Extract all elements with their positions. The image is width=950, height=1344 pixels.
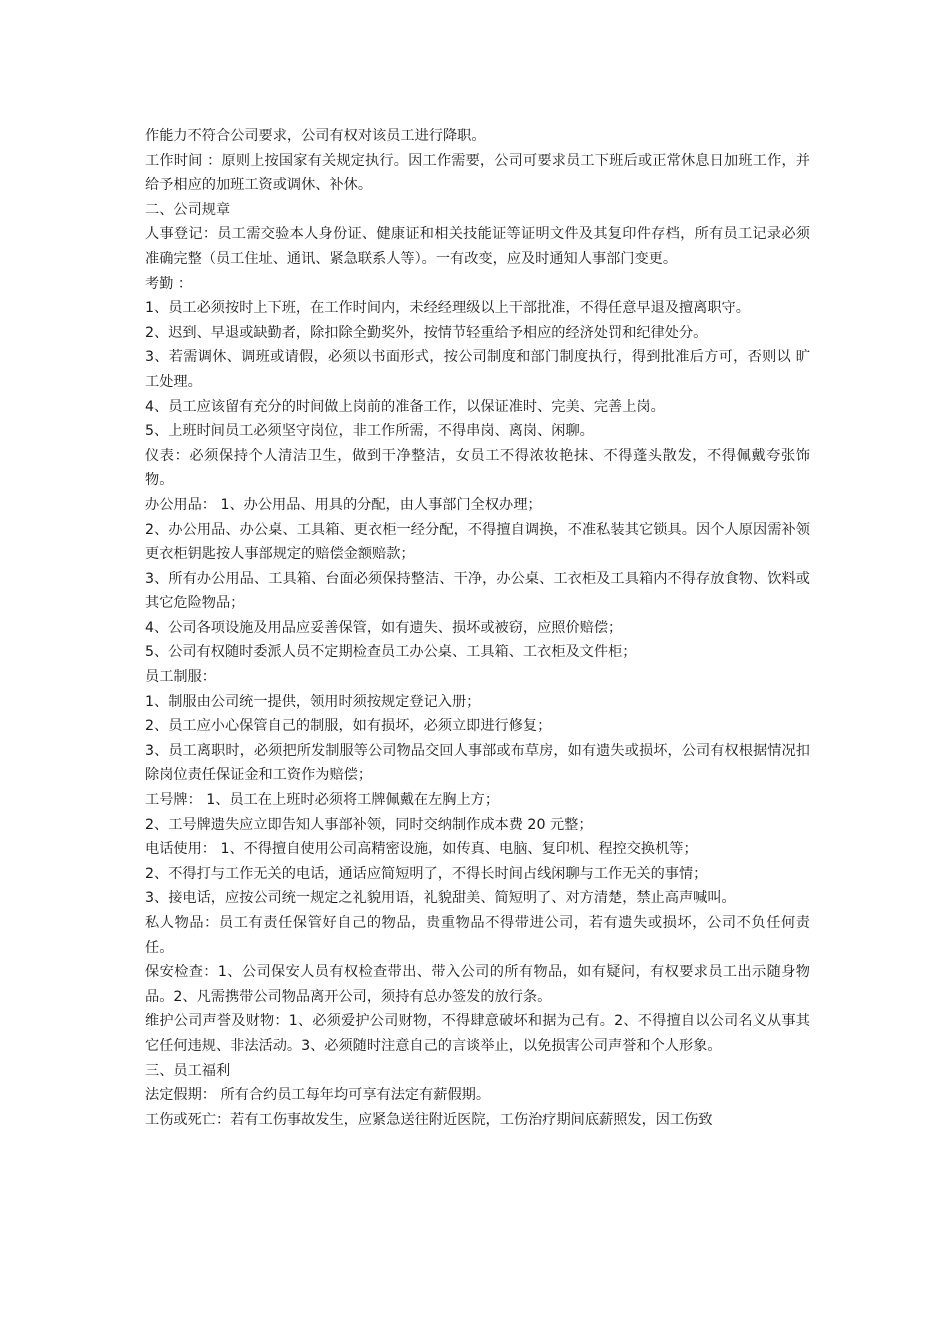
paragraph-statutory-holidays: 法定假期： 所有合约员工每年均可享有法定有薪假期。 <box>145 1087 491 1104</box>
paragraph: 2、工号牌遗失应立即告知人事部补领，同时交纳制作成本费 20 元整； <box>145 816 593 833</box>
paragraph: 1、制服由公司统一提供，领用时须按规定登记入册； <box>145 693 481 710</box>
paragraph-personnel-registration: 人事登记：员工需交验本人身份证、健康证和相关技能证等证明文件及其复印件存档，所有员工记录必须准确完整（员工住址、通讯、紧急联系人等）。一有改变，应及时通知人事部门变更。 <box>145 226 810 267</box>
paragraph-working-hours: 工作时间 ：原则上按国家有关规定执行。因工作需要，公司可要求员工下班后或正常休息日加班工作，并给予相应的加班工资或调休、补休。 <box>145 152 810 194</box>
paragraph: 2、员工应小心保管自己的制服，如有损坏，必须立即进行修复； <box>145 718 552 735</box>
paragraph: 3、员工离职时，必须把所发制服等公司物品交回人事部或布草房，如有遗失或损坏，公司有权根据情况扣除岗位责任保证金和工资作为赔偿； <box>145 742 810 784</box>
paragraph: 3、若需调休、调班或请假，必须以书面形式，按公司制度和部门制度执行，得到批准后方可，否则以 旷工处理。 <box>145 349 810 390</box>
paragraph: 3、所有办公用品、工具箱、台面必须保持整洁、干净，办公桌、工衣柜及工具箱内不得存放食物、饮料或其它危险物品； <box>145 570 810 612</box>
paragraph: 作能力不符合公司要求，公司有权对该员工进行降职。 <box>145 128 486 144</box>
paragraph: 2、不得打与工作无关的电话，通话应简短明了，不得长时间占线闲聊与工作无关的事情； <box>145 865 708 882</box>
paragraph: 4、公司各项设施及用品应妥善保管，如有遗失、损坏或被窃，应照价赔偿； <box>145 619 623 636</box>
paragraph-personal-items: 私人物品：员工有责任保管好自己的物品，贵重物品不得带进公司，若有遗失或损坏，公司不负任何责任。 <box>145 915 810 956</box>
paragraph: 2、迟到、早退或缺勤者，除扣除全勤奖外，按情节轻重给予相应的经济处罚和纪律处分。 <box>145 324 708 341</box>
paragraph: 5、上班时间员工必须坚守岗位，非工作所需，不得串岗、离岗、闲聊。 <box>145 423 594 440</box>
paragraph-uniform-heading: 员工制服： <box>145 669 216 686</box>
paragraph-phone-use: 电话使用： 1、不得擅自使用公司高精密设施，如传真、电脑、复印机、程控交换机等； <box>145 841 698 858</box>
paragraph-office-supplies: 办公用品： 1、办公用品、用具的分配，由人事部门全权办理； <box>145 496 542 513</box>
paragraph-reputation: 维护公司声誉及财物：1、必须爱护公司财物，不得肆意破坏和据为己有。2、不得擅自以公司名义从事其它任何违规、非法活动。3、必须随时注意自己的言谈举止，以免损害公司声誉和个人形象。 <box>145 1013 810 1054</box>
paragraph: 3、接电话，应按公司统一规定之礼貌用语，礼貌甜美、简短明了、对方清楚，禁止高声喊叫。 <box>145 890 736 907</box>
paragraph: 4、员工应该留有充分的时间做上岗前的准备工作，以保证准时、完美、完善上岗。 <box>145 398 665 415</box>
paragraph-work-injury: 工伤或死亡：若有工伤事故发生，应紧急送往附近医院，工伤治疗期间底薪照发，因工伤致 <box>145 1111 713 1128</box>
paragraph-appearance: 仪表：必须保持个人清洁卫生，做到干净整洁，女员工不得浓妆艳抹、不得蓬头散发，不得佩戴夸张饰物。 <box>145 447 810 489</box>
paragraph: 2、办公用品、办公桌、工具箱、更衣柜一经分配，不得擅自调换，不准私装其它锁具。因个人原因需补领更衣柜钥匙按人事部规定的赔偿金额赔款； <box>145 521 810 563</box>
section-heading: 三、员工福利 <box>145 1062 231 1079</box>
paragraph: 5、公司有权随时委派人员不定期检查员工办公桌、工具箱、工衣柜及文件柜； <box>145 644 637 661</box>
paragraph-badge: 工号牌： 1、员工在上班时必须将工牌佩戴在左胸上方； <box>145 792 500 809</box>
section-heading: 二、公司规章 <box>145 201 231 218</box>
paragraph-attendance-heading: 考勤 ： <box>145 275 193 292</box>
paragraph: 1、员工必须按时上下班，在工作时间内，未经经理级以上干部批准，不得任意早退及擅离职守。 <box>145 300 750 317</box>
paragraph-security-check: 保安检查：1、公司保安人员有权检查带出、带入公司的所有物品，如有疑问，有权要求员工出示随身物品。2、凡需携带公司物品离开公司，须持有总办签发的放行条。 <box>145 964 810 1005</box>
document-body <box>145 124 810 1132</box>
